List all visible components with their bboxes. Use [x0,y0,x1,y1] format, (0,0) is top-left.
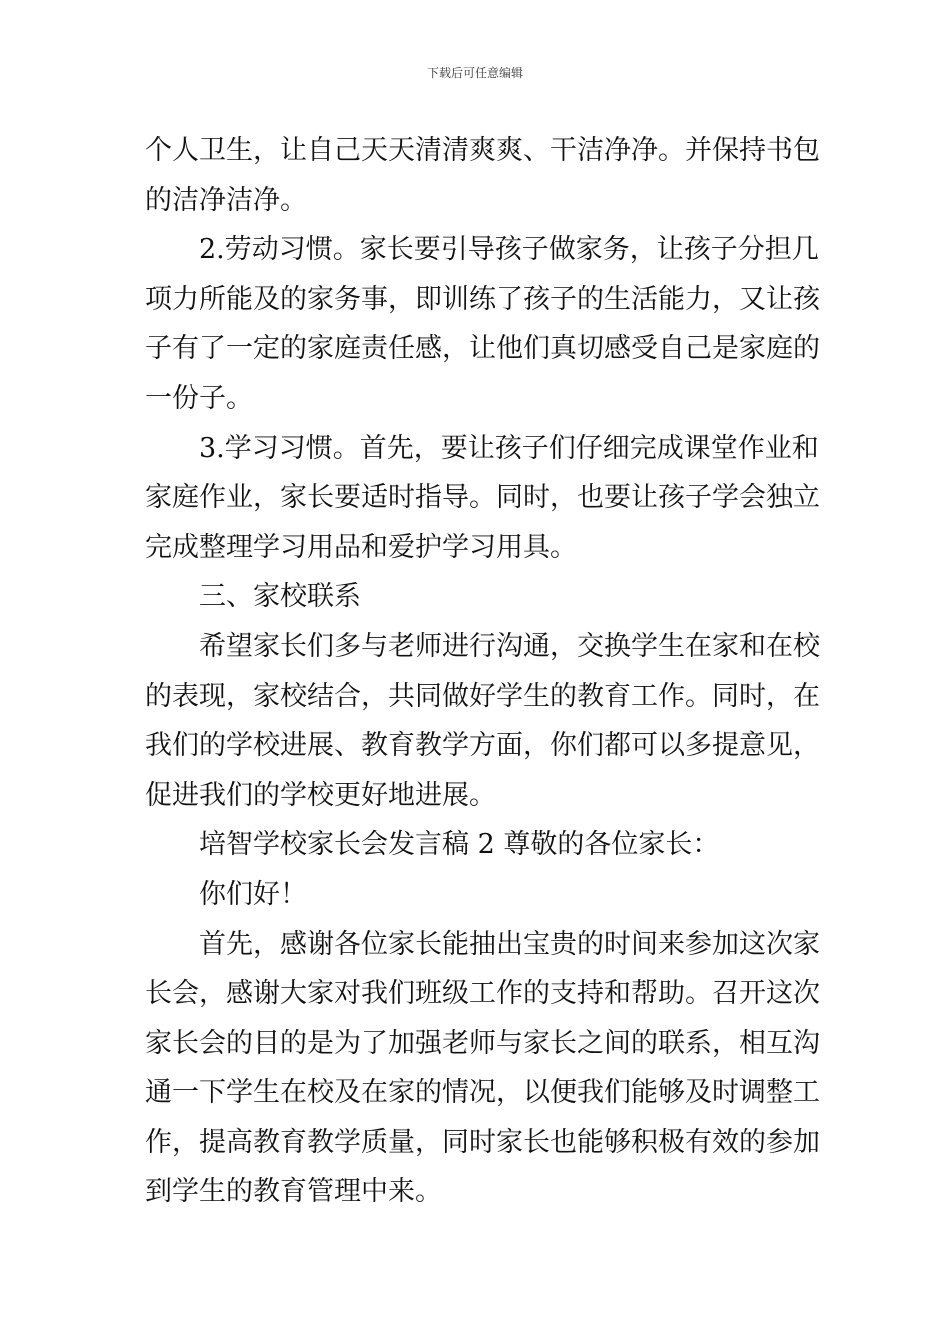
page-header-note: 下载后可任意编辑 [426,66,523,80]
text-line: 子有了一定的家庭责任感，让他们真切感受自己是家庭的 [145,333,820,365]
text-line: 促进我们的学校更好地进展。 [145,779,496,811]
text-line: 2.劳动习惯。家长要引导孩子做家务，让孩子分担几 [199,234,819,266]
text-line: 首先，感谢各位家长能抽出宝贵的时间来参加这次家 [199,928,820,960]
text-line: 通一下学生在校及在家的情况，以便我们能够及时调整工 [145,1077,820,1109]
text-line: 家长会的目的是为了加强老师与家长之间的联系，相互沟 [145,1027,820,1059]
text-line: 3.学习习惯。首先，要让孩子们仔细完成课堂作业和 [199,432,819,464]
text-line: 一份子。 [145,382,253,414]
text-line: 的表现，家校结合，共同做好学生的教育工作。同时，在 [145,680,820,712]
text-line: 你们好！ [199,878,307,910]
text-line: 三、家校联系 [199,581,361,613]
text-line: 到学生的教育管理中来。 [145,1176,442,1208]
text-line: 培智学校家长会发言稿 2 尊敬的各位家长： [199,829,720,861]
text-line: 家庭作业，家长要适时指导。同时，也要让孩子学会独立 [145,482,820,514]
text-line: 长会，感谢大家对我们班级工作的支持和帮助。召开这次 [145,978,820,1010]
text-line: 项力所能及的家务事，即训练了孩子的生活能力，又让孩 [145,283,820,315]
document-body [145,126,820,1217]
text-line: 作，提高教育教学质量，同时家长也能够积极有效的参加 [145,1126,820,1158]
text-line: 我们的学校进展、教育教学方面，你们都可以多提意见， [145,730,820,762]
text-line: 的洁净洁净。 [145,184,307,216]
text-line: 个人卫生，让自己天天清清爽爽、干洁净净。并保持书包 [145,135,820,166]
text-line: 希望家长们多与老师进行沟通，交换学生在家和在校 [199,630,820,662]
text-line: 完成整理学习用品和爱护学习用具。 [145,531,577,563]
